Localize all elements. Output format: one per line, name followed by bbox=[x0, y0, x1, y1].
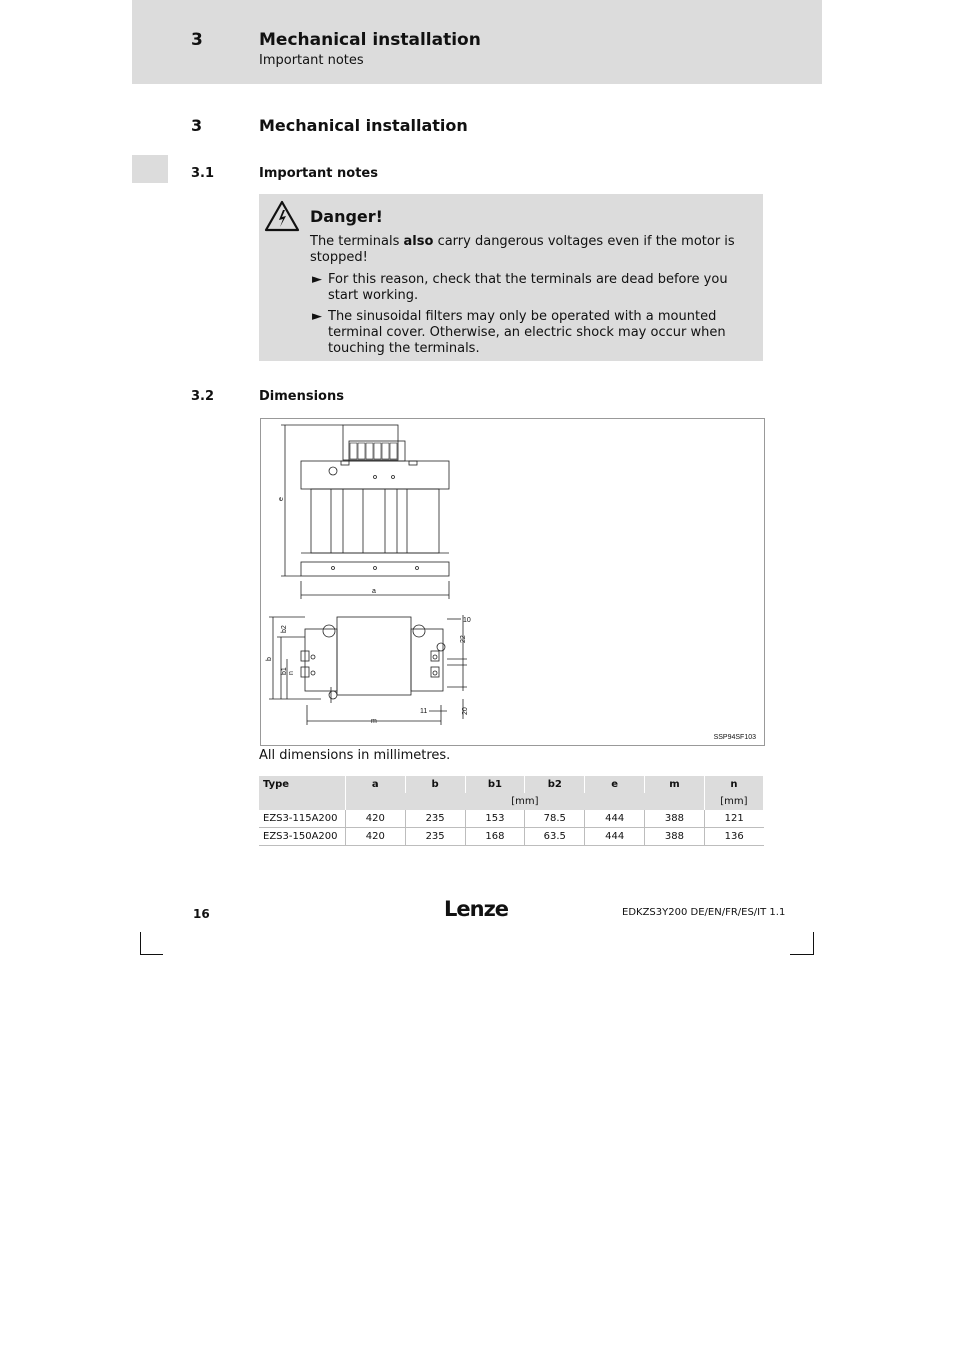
dim-label-20: 20 bbox=[462, 707, 469, 715]
table-cell: 168 bbox=[465, 828, 525, 846]
document-code: EDKZS3Y200 DE/EN/FR/ES/IT 1.1 bbox=[622, 907, 786, 918]
table-cell: EZS3-150A200 bbox=[259, 828, 345, 846]
danger-bullet-1: For this reason, check that the terminals are dead before you start working. bbox=[328, 272, 728, 303]
table-cell: 388 bbox=[645, 810, 705, 828]
table-header-cell: e bbox=[585, 776, 645, 793]
table-cell: 121 bbox=[704, 810, 763, 828]
danger-bullet-2: The sinusoidal filters may only be operated with a mounted terminal cover. Otherwise, an electric shock may occur when touching the terminals. bbox=[328, 309, 726, 356]
table-header-cell: b bbox=[405, 776, 465, 793]
dim-label-11: 11 bbox=[420, 708, 428, 715]
section-number: 3 bbox=[191, 116, 203, 135]
table-cell: 63.5 bbox=[525, 828, 585, 846]
table-header-cell: m bbox=[645, 776, 705, 793]
dim-label-a: a bbox=[372, 588, 376, 595]
bullet-glyph: ► bbox=[312, 272, 322, 287]
table-cell: 444 bbox=[585, 810, 645, 828]
header-chapter-title: Mechanical installation bbox=[259, 30, 481, 50]
section-title: Mechanical installation bbox=[259, 116, 468, 135]
table-cell: EZS3-115A200 bbox=[259, 810, 345, 828]
crop-mark bbox=[790, 954, 814, 955]
dimension-drawing bbox=[261, 419, 764, 745]
warning-triangle-lightning-icon bbox=[264, 200, 300, 232]
table-cell: 136 bbox=[704, 828, 763, 846]
crop-mark bbox=[140, 932, 141, 955]
table-cell: 444 bbox=[585, 828, 645, 846]
table-unit-cell: [mm] bbox=[704, 793, 763, 810]
dim-label-e: e bbox=[278, 497, 285, 501]
table-cell: 235 bbox=[405, 810, 465, 828]
subsection-title: Dimensions bbox=[259, 389, 344, 404]
bullet-glyph: ► bbox=[312, 309, 322, 324]
table-cell: 235 bbox=[405, 828, 465, 846]
table-header-cell: b2 bbox=[525, 776, 585, 793]
danger-text-part: carry dangerous voltages even if the motor is stopped! bbox=[310, 234, 735, 265]
dim-label-22: 22 bbox=[460, 635, 467, 643]
danger-text-bold: also bbox=[403, 234, 434, 249]
header-subtitle: Important notes bbox=[259, 53, 364, 68]
chapter-tab-marker bbox=[132, 155, 168, 183]
table-unit-row bbox=[259, 793, 764, 810]
subsection-number: 3.2 bbox=[191, 389, 215, 404]
danger-text-part: The terminals bbox=[310, 234, 404, 249]
danger-text bbox=[310, 234, 750, 266]
table-header-cell: Type bbox=[259, 776, 345, 793]
table-cell: 420 bbox=[345, 828, 405, 846]
dim-label-n: n bbox=[288, 671, 295, 675]
table-cell: 388 bbox=[645, 828, 705, 846]
page-number: 16 bbox=[193, 907, 210, 921]
crop-mark bbox=[813, 932, 814, 955]
table-unit-cell bbox=[259, 793, 345, 810]
subsection-number: 3.1 bbox=[191, 166, 215, 181]
dimension-figure bbox=[260, 418, 765, 746]
crop-mark bbox=[140, 954, 163, 955]
table-row bbox=[259, 828, 764, 846]
table-header-row bbox=[259, 776, 764, 793]
table-cell: 78.5 bbox=[525, 810, 585, 828]
header-chapter-number: 3 bbox=[191, 30, 203, 50]
dim-label-10: 10 bbox=[463, 617, 471, 624]
dim-label-b: b bbox=[266, 657, 273, 661]
table-header-cell: a bbox=[345, 776, 405, 793]
table-row bbox=[259, 810, 764, 828]
table-unit-cell: [mm] bbox=[345, 793, 704, 810]
subsection-title: Important notes bbox=[259, 166, 378, 181]
dimensions-table bbox=[259, 776, 764, 846]
figure-code: SSP94SF103 bbox=[713, 734, 756, 741]
table-cell: 420 bbox=[345, 810, 405, 828]
table-header-cell: b1 bbox=[465, 776, 525, 793]
dim-label-m: m bbox=[371, 718, 377, 725]
dim-label-b1: b1 bbox=[281, 667, 288, 675]
lenze-logo: Lenze bbox=[444, 897, 509, 921]
table-cell: 153 bbox=[465, 810, 525, 828]
table-header-cell: n bbox=[704, 776, 763, 793]
dim-label-b2: b2 bbox=[281, 625, 288, 633]
danger-title: Danger! bbox=[310, 207, 383, 226]
dimensions-note: All dimensions in millimetres. bbox=[259, 748, 451, 763]
